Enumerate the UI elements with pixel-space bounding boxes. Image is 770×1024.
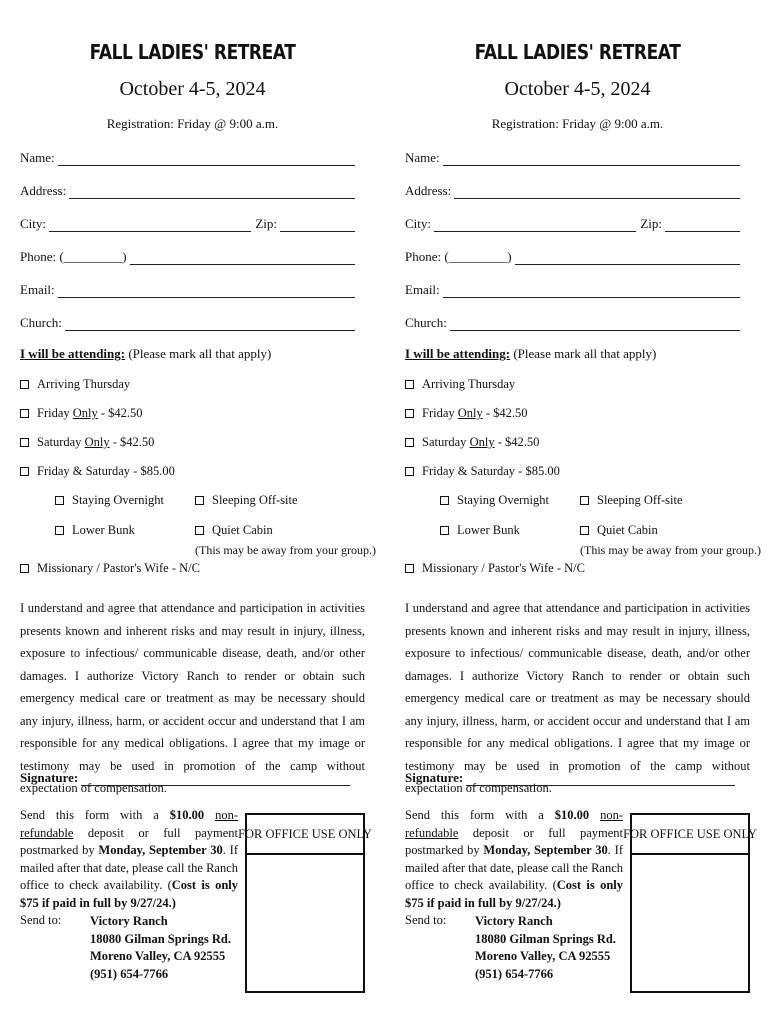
- signature-label: Signature:: [405, 770, 464, 785]
- send-instructions: Send this form with a $10.00 non-refundable deposit or full payment postmarked by Monday, September 30. If mailed after that date, please call the Ranch office to check availability. (Cost is only $75 if paid in full by 9/27/24.): [405, 808, 623, 910]
- option-label: Staying Overnight: [457, 493, 550, 507]
- address-label: Address:: [405, 183, 452, 198]
- checkbox[interactable]: [440, 496, 449, 505]
- office-use-heading: FOR OFFICE USE ONLY: [632, 815, 748, 855]
- option-friday-only[interactable]: [405, 406, 528, 421]
- zip-label: Zip:: [255, 216, 277, 231]
- registration-time: Registration: Friday @ 9:00 a.m.: [491, 116, 664, 131]
- option-label: Friday & Saturday - $85.00: [37, 464, 175, 478]
- signature-line[interactable]: [466, 774, 735, 786]
- address-line-2: 18080 Gilman Springs Rd.: [475, 931, 617, 946]
- option-friday-only[interactable]: [20, 406, 143, 421]
- address-line-3: Moreno Valley, CA 92555: [90, 949, 226, 963]
- office-use-box: [238, 813, 372, 993]
- office-use-heading: FOR OFFICE USE ONLY: [247, 815, 363, 855]
- city-label: City:: [20, 216, 47, 231]
- option-label: Lower Bunk: [72, 523, 135, 537]
- registration-form-right: [405, 0, 761, 1024]
- checkbox[interactable]: [55, 526, 64, 535]
- checkbox[interactable]: [405, 467, 414, 476]
- attending-note: (Please mark all that apply): [513, 346, 657, 361]
- phone-label: Phone: (_________): [20, 249, 127, 264]
- attending-section: [20, 346, 271, 362]
- email-label: Email:: [20, 282, 55, 297]
- address-field[interactable]: [20, 181, 355, 199]
- church-line[interactable]: [65, 319, 355, 331]
- city-line[interactable]: [434, 220, 636, 232]
- address-line[interactable]: [454, 187, 740, 199]
- email-line[interactable]: [58, 286, 355, 298]
- option-label: Missionary / Pastor's Wife - N/C: [37, 561, 200, 575]
- address-line-3: Moreno Valley, CA 92555: [475, 949, 611, 963]
- send-to-label: Send to:: [405, 913, 447, 927]
- phone-number: (951) 654-7766: [475, 966, 554, 981]
- waiver-text: I understand and agree that attendance and participation in activities presents known and inherent risks and may result in injury, illness, exposure to infectious/ communicable disease, death, and/or other damages. I authorize Victory Ranch to render or obtain such emergency medical care or treatment as may be necessary should any injury, illness, harm, or accident occur and understand that I am responsible for any medical obligations. I agree that my image or testimony may be used in promotion of the camp without expectation of compensation.: [20, 601, 365, 795]
- church-field[interactable]: [405, 313, 740, 331]
- signature-field[interactable]: [405, 770, 735, 786]
- retreat-date: October 4-5, 2024: [504, 78, 651, 100]
- option-label: Lower Bunk: [457, 523, 520, 537]
- city-zip-field[interactable]: [20, 214, 355, 232]
- retreat-title: FALL LADIES' RETREAT: [474, 40, 681, 64]
- option-friday-saturday[interactable]: [20, 464, 175, 479]
- phone-line[interactable]: [130, 253, 355, 265]
- church-label: Church:: [405, 315, 447, 330]
- checkbox[interactable]: [195, 496, 204, 505]
- option-lower-bunk[interactable]: [440, 523, 520, 538]
- option-label: Arriving Thursday: [422, 377, 516, 391]
- checkbox[interactable]: [440, 526, 449, 535]
- checkbox[interactable]: [55, 496, 64, 505]
- address-line-2: 18080 Gilman Springs Rd.: [90, 931, 232, 946]
- option-lower-bunk[interactable]: [55, 523, 135, 538]
- send-instructions: Send this form with a $10.00 non-refundable deposit or full payment postmarked by Monday, September 30. If mailed after that date, please call the Ranch office to check availability. (Cost is only $75 if paid in full by 9/27/24.): [20, 808, 238, 910]
- checkbox[interactable]: [20, 438, 29, 447]
- attending-heading: I will be attending:: [405, 346, 511, 361]
- phone-line[interactable]: [515, 253, 740, 265]
- option-label: Friday & Saturday - $85.00: [422, 464, 560, 478]
- address-line-1: Victory Ranch: [90, 914, 168, 928]
- option-friday-saturday[interactable]: [405, 464, 560, 479]
- checkbox[interactable]: [195, 526, 204, 535]
- address-line[interactable]: [69, 187, 355, 199]
- phone-field[interactable]: [20, 247, 355, 265]
- checkbox[interactable]: [405, 380, 414, 389]
- email-field[interactable]: [405, 280, 740, 298]
- checkbox[interactable]: [20, 467, 29, 476]
- option-label: Saturday Only - $42.50: [422, 435, 540, 449]
- address-line-1: Victory Ranch: [475, 914, 553, 928]
- checkbox[interactable]: [20, 409, 29, 418]
- zip-line[interactable]: [665, 220, 740, 232]
- email-line[interactable]: [443, 286, 740, 298]
- option-label: Friday Only - $42.50: [422, 406, 528, 420]
- option-saturday-only[interactable]: [20, 435, 154, 450]
- send-to-label: Send to:: [20, 913, 62, 927]
- church-line[interactable]: [450, 319, 740, 331]
- address-label: Address:: [20, 183, 67, 198]
- registration-form-left: [20, 0, 376, 1024]
- checkbox[interactable]: [20, 380, 29, 389]
- name-line[interactable]: [443, 154, 740, 166]
- option-label: Sleeping Off-site: [597, 493, 683, 507]
- checkbox[interactable]: [405, 409, 414, 418]
- option-sleeping-offsite[interactable]: [580, 493, 683, 508]
- checkbox[interactable]: [580, 526, 589, 535]
- name-label: Name:: [20, 150, 55, 165]
- option-missionary[interactable]: [20, 561, 200, 576]
- checkbox[interactable]: [20, 564, 29, 573]
- attending-section: [405, 346, 656, 362]
- option-saturday-only[interactable]: [405, 435, 539, 450]
- signature-label: Signature:: [20, 770, 79, 785]
- church-field[interactable]: [20, 313, 355, 331]
- address-field[interactable]: [405, 181, 740, 199]
- checkbox[interactable]: [405, 564, 414, 573]
- retreat-title: FALL LADIES' RETREAT: [89, 40, 296, 64]
- mailing-address: [475, 913, 616, 983]
- city-zip-field[interactable]: [405, 214, 740, 232]
- option-label: Saturday Only - $42.50: [37, 435, 155, 449]
- option-quiet-cabin[interactable]: [195, 523, 273, 538]
- checkbox[interactable]: [405, 438, 414, 447]
- option-label: Quiet Cabin: [212, 523, 273, 537]
- option-missionary[interactable]: [405, 561, 585, 576]
- signature-field[interactable]: [20, 770, 350, 786]
- city-label: City:: [405, 216, 432, 231]
- signature-line[interactable]: [81, 774, 350, 786]
- quiet-cabin-note: (This may be away from your group.): [195, 543, 376, 557]
- option-label: Arriving Thursday: [37, 377, 131, 391]
- phone-field[interactable]: [405, 247, 740, 265]
- name-field[interactable]: [405, 148, 740, 166]
- name-field[interactable]: [20, 148, 355, 166]
- waiver-text: I understand and agree that attendance and participation in activities presents known and inherent risks and may result in injury, illness, exposure to infectious/ communicable disease, death, and/or other damages. I authorize Victory Ranch to render or obtain such emergency medical care or treatment as may be necessary should any injury, illness, harm, or accident occur and understand that I am responsible for any medical obligations. I agree that my image or testimony may be used in promotion of the camp without expectation of compensation.: [405, 601, 750, 795]
- zip-line[interactable]: [280, 220, 355, 232]
- checkbox[interactable]: [580, 496, 589, 505]
- city-line[interactable]: [49, 220, 251, 232]
- option-label: Missionary / Pastor's Wife - N/C: [422, 561, 585, 575]
- option-label: Quiet Cabin: [597, 523, 658, 537]
- attending-note: (Please mark all that apply): [128, 346, 272, 361]
- option-sleeping-offsite[interactable]: [195, 493, 298, 508]
- phone-label: Phone: (_________): [405, 249, 512, 264]
- option-arriving-thursday[interactable]: [20, 377, 130, 392]
- mailing-address: [90, 913, 231, 983]
- email-field[interactable]: [20, 280, 355, 298]
- attending-heading: I will be attending:: [20, 346, 126, 361]
- option-label: Friday Only - $42.50: [37, 406, 143, 420]
- option-arriving-thursday[interactable]: [405, 377, 515, 392]
- email-label: Email:: [405, 282, 440, 297]
- registration-time: Registration: Friday @ 9:00 a.m.: [106, 116, 279, 131]
- option-quiet-cabin[interactable]: [580, 523, 658, 538]
- name-line[interactable]: [58, 154, 355, 166]
- phone-number: (951) 654-7766: [90, 966, 169, 981]
- option-staying-overnight[interactable]: [440, 493, 549, 508]
- quiet-cabin-note: (This may be away from your group.): [580, 543, 761, 557]
- zip-label: Zip:: [640, 216, 662, 231]
- church-label: Church:: [20, 315, 62, 330]
- option-label: Sleeping Off-site: [212, 493, 298, 507]
- option-label: Staying Overnight: [72, 493, 165, 507]
- name-label: Name:: [405, 150, 440, 165]
- option-staying-overnight[interactable]: [55, 493, 164, 508]
- office-use-box: [623, 813, 757, 993]
- retreat-date: October 4-5, 2024: [119, 78, 266, 100]
